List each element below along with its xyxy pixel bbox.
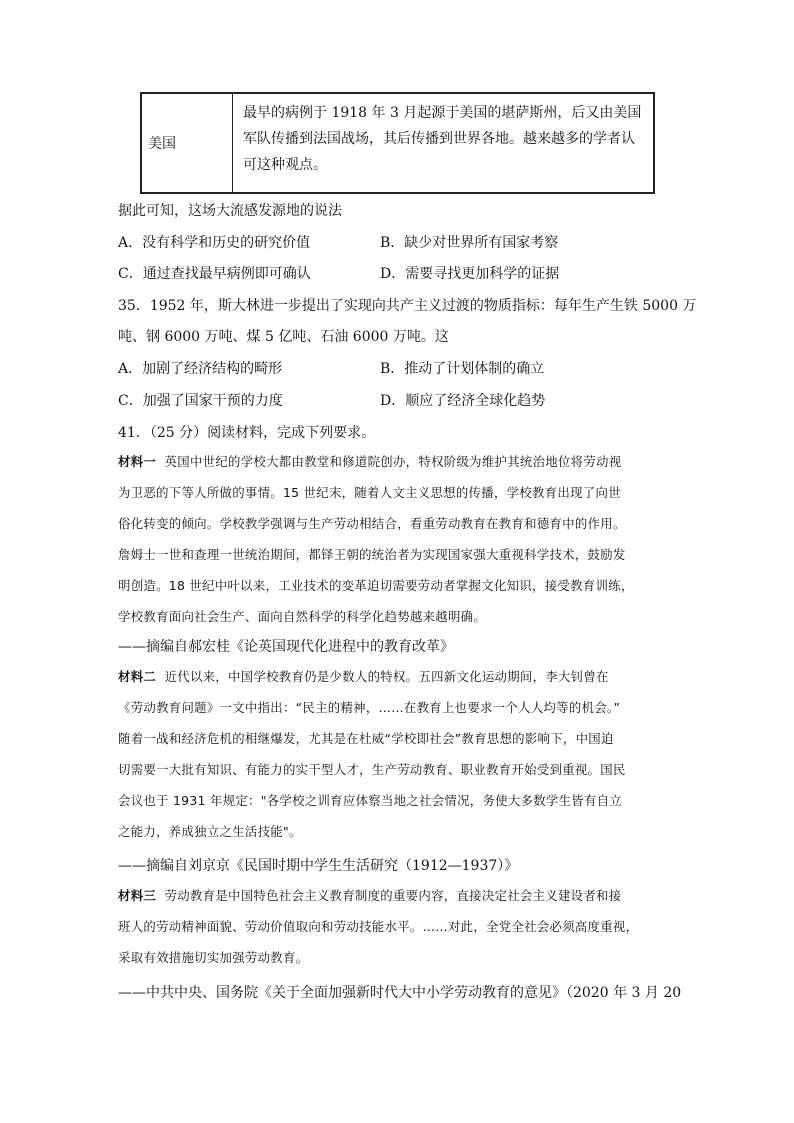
material-1-line: 学校教育面向社会生产、面向自然科学的科学化趋势越来越明确。 [118,609,487,624]
material-3-line: 班人的劳动精神面貌、劳动价值取向和劳动技能水平。……对此，全党全社会必须高度重视， [118,919,639,934]
material-2-line: 随着一战和经济危机的相继爆发，尤其是在杜威“学校即社会”教育思想的影响下，中国迫 [118,731,614,746]
material-1-line: 詹姆士一世和查理一世统治期间，都铎王朝的统治者为实现国家强大重视科学技术，鼓励发 [118,547,626,562]
q35-option-c: C．加强了国家干预的力度 [118,393,283,409]
material-2-line: 之能力，养成独立之生活技能"。 [118,824,302,839]
material-2-line: 材料二 近代以来，中国学校教育仍是少数人的特权。五四新文化运动期间，李大钊曾在 [118,669,609,684]
q34-option-b: B．缺少对世界所有国家考察 [380,235,559,251]
q34-option-d: D．需要寻找更加科学的证据 [380,266,560,282]
q35-stem-line1: 35．1952 年，斯大林进一步提出了实现向共产主义过渡的物质指标：每年生产生铁 5000 万 [118,298,697,314]
material-3-line: 采取有效措施切实加强劳动教育。 [118,950,309,965]
q34-option-a: A．没有科学和历史的研究价值 [118,235,311,251]
material-2-line: 切需要一大批有知识、有能力的实干型人才，生产劳动教育、职业教育开始受到重视。国民 [118,762,626,777]
material-3-label: 材料三 [118,888,157,903]
material-1 [118,446,678,632]
material-2-source: ——摘编自刘京京《民国时期中学生生活研究（1912—1937）》 [118,858,519,874]
material-3 [118,880,678,973]
material-2-line: 《劳动教育问题》一文中指出：“民主的精神，……在教育上也要求一个人人均等的机会。” [118,700,621,715]
material-1-line: 俗化转变的倾向。学校教学强调与生产劳动相结合，看重劳动教育在教育和德育中的作用。 [118,516,626,531]
q41-stem: 41．（25 分）阅读材料，完成下列要求。 [118,425,376,441]
q35-option-a: A．加剧了经济结构的畸形 [118,361,283,377]
material-1-line: 材料一 英国中世纪的学校大都由教堂和修道院创办，特权阶级为维护其统治地位将劳动视 [118,454,622,469]
table-country-cell: 美国 [142,94,233,192]
table-text-cell: 最早的病例于 1918 年 3 月起源于美国的堪萨斯州，后又由美国军队传播到法国战场，其后传播到世界各地。越来越多的学者认可这种观点。 [243,105,642,173]
q35-option-b: B．推动了计划体制的确立 [380,361,545,377]
material-1-label: 材料一 [118,454,157,469]
material-1-source: ——摘编自郝宏桂《论英国现代化进程中的教育改革》 [118,639,454,655]
q34-option-c: C．通过查找最早病例即可确认 [118,266,311,282]
material-1-line: 为卫恶的下等人所做的事情。15 世纪末，随着人文主义思想的传播，学校教育出现了向世 [118,485,621,500]
q35-option-d: D．顺应了经济全球化趋势 [380,393,546,409]
q35-stem-line2: 吨、钢 6000 万吨、煤 5 亿吨、石油 6000 万吨。这 [118,329,449,345]
material-1-line: 明创造。18 世纪中叶以来，工业技术的变革迫切需要劳动者掌握文化知识，接受教育训练， [118,578,634,593]
material-2 [118,661,678,847]
material-3-line: 材料三 劳动教育是中国特色社会主义教育制度的重要内容，直接决定社会主义建设者和接 [118,888,622,903]
origin-table [140,92,655,194]
material-2-line: 会议也于 1931 年规定："各学校之训育应体察当地之社会情况，务使大多数学生皆有自立 [118,793,623,808]
q34-stem: 据此可知，这场大流感发源地的说法 [118,203,342,219]
material-2-label: 材料二 [118,669,157,684]
material-3-source: ——中共中央、国务院《关于全面加强新时代大中小学劳动教育的意见》（2020 年 3 月 20 [118,985,682,1001]
